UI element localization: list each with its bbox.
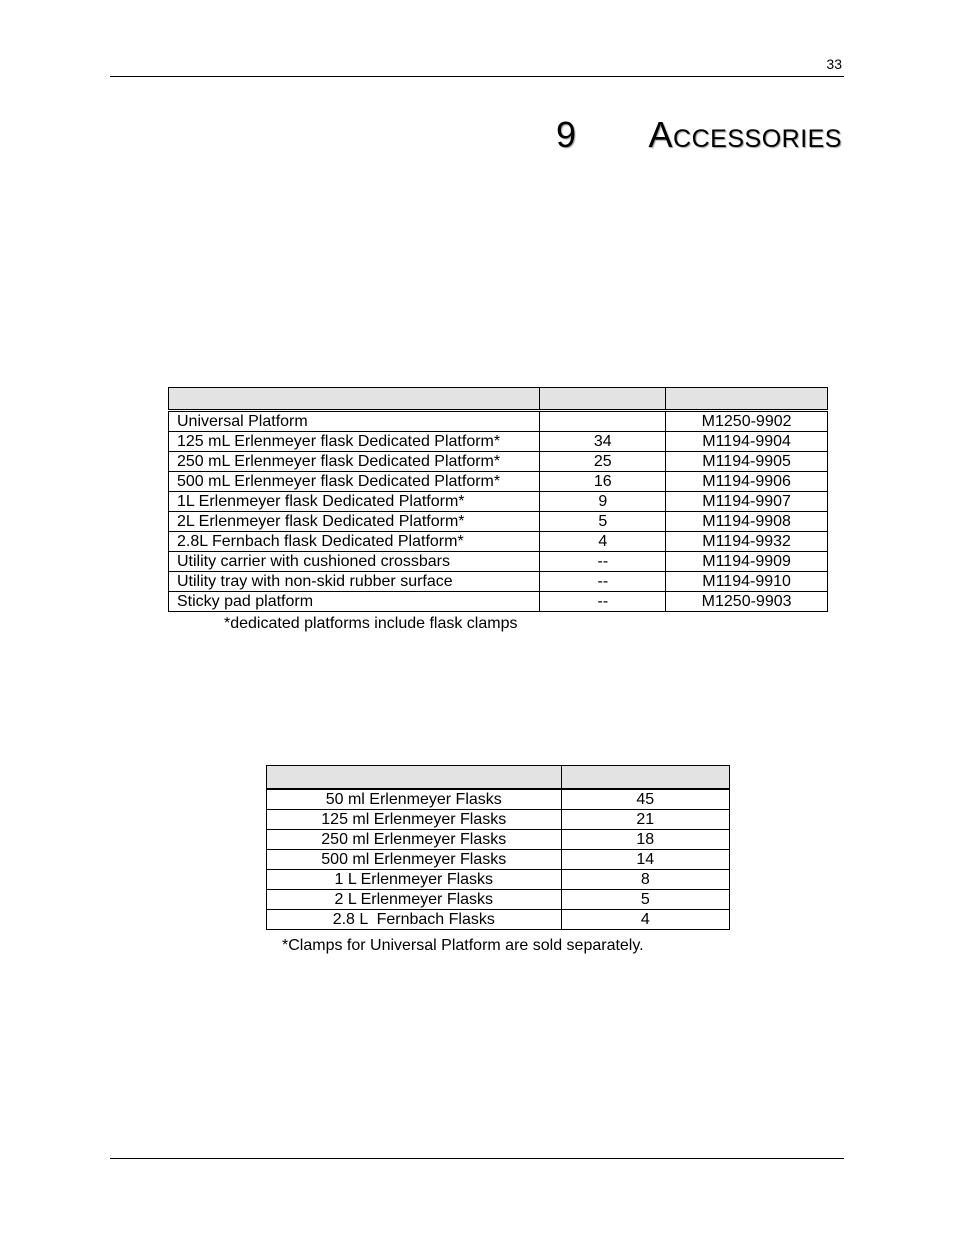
platform-catalog-number: M1194-9905 [666,452,828,472]
flask-type: 50 ml Erlenmeyer Flasks [267,789,562,810]
platform-catalog-number: M1194-9909 [666,552,828,572]
platform-capacity: 16 [540,472,666,492]
flask-count: 45 [561,789,729,810]
platform-capacity: 34 [540,432,666,452]
platform-capacity: 25 [540,452,666,472]
flask-type: 250 ml Erlenmeyer Flasks [267,830,562,850]
platform-capacity: -- [540,572,666,592]
table-header-cell [267,766,562,790]
table-row [267,910,730,930]
flask-count: 4 [561,910,729,930]
table-row [267,810,730,830]
table-row [267,789,730,810]
flask-type: 1 L Erlenmeyer Flasks [267,870,562,890]
flask-type: 2.8 L Fernbach Flasks [267,910,562,930]
platform-catalog-number: M1194-9906 [666,472,828,492]
chapter-title: Accessories [648,114,842,155]
flask-count: 21 [561,810,729,830]
platforms-table [168,387,828,612]
table-header-row [169,388,828,410]
table-row [169,452,828,472]
table-row [169,472,828,492]
platforms-footnote: *dedicated platforms include flask clamps [224,615,518,632]
platform-capacity: 5 [540,512,666,532]
table-row [169,492,828,512]
platform-catalog-number: M1250-9902 [666,412,828,432]
table-row [169,592,828,612]
table-row [267,830,730,850]
platform-description: Utility carrier with cushioned crossbars [169,552,540,572]
table-row [169,412,828,432]
flask-count: 14 [561,850,729,870]
platform-capacity: -- [540,592,666,612]
table-row [169,572,828,592]
platform-capacity: -- [540,552,666,572]
platform-catalog-number: M1194-9907 [666,492,828,512]
page-number: 33 [826,56,842,72]
platform-catalog-number: M1250-9903 [666,592,828,612]
table-row [169,532,828,552]
platform-catalog-number: M1194-9932 [666,532,828,552]
platform-description: 2L Erlenmeyer flask Dedicated Platform* [169,512,540,532]
platform-catalog-number: M1194-9904 [666,432,828,452]
platform-description: 500 mL Erlenmeyer flask Dedicated Platform* [169,472,540,492]
platform-description: 250 mL Erlenmeyer flask Dedicated Platform* [169,452,540,472]
platform-catalog-number: M1194-9910 [666,572,828,592]
header-rule [110,76,844,77]
platform-description: 125 mL Erlenmeyer flask Dedicated Platform* [169,432,540,452]
flask-count: 18 [561,830,729,850]
table-header-cell [540,388,666,410]
flask-count: 8 [561,870,729,890]
table-row [169,512,828,532]
flask-count: 5 [561,890,729,910]
platform-description: 1L Erlenmeyer flask Dedicated Platform* [169,492,540,512]
table-header-row [267,766,730,790]
platform-capacity [540,412,666,432]
clamps-footnote: *Clamps for Universal Platform are sold separately. [282,937,644,954]
platform-description: 2.8L Fernbach flask Dedicated Platform* [169,532,540,552]
table-row [169,432,828,452]
platform-capacity: 9 [540,492,666,512]
flask-type: 2 L Erlenmeyer Flasks [267,890,562,910]
table-header-cell [169,388,540,410]
table-row [169,552,828,572]
table-header-cell [666,388,828,410]
flask-type: 500 ml Erlenmeyer Flasks [267,850,562,870]
table-row [267,850,730,870]
footer-rule [110,1158,844,1159]
flask-type: 125 ml Erlenmeyer Flasks [267,810,562,830]
chapter-number: 9 [556,114,577,155]
table-header-cell [561,766,729,790]
platform-description: Universal Platform [169,412,540,432]
platform-catalog-number: M1194-9908 [666,512,828,532]
chapter-heading [556,114,842,156]
platform-capacity: 4 [540,532,666,552]
table-row [267,890,730,910]
platform-description: Sticky pad platform [169,592,540,612]
flask-capacity-table [266,765,730,930]
table-row [267,870,730,890]
platform-description: Utility tray with non-skid rubber surface [169,572,540,592]
